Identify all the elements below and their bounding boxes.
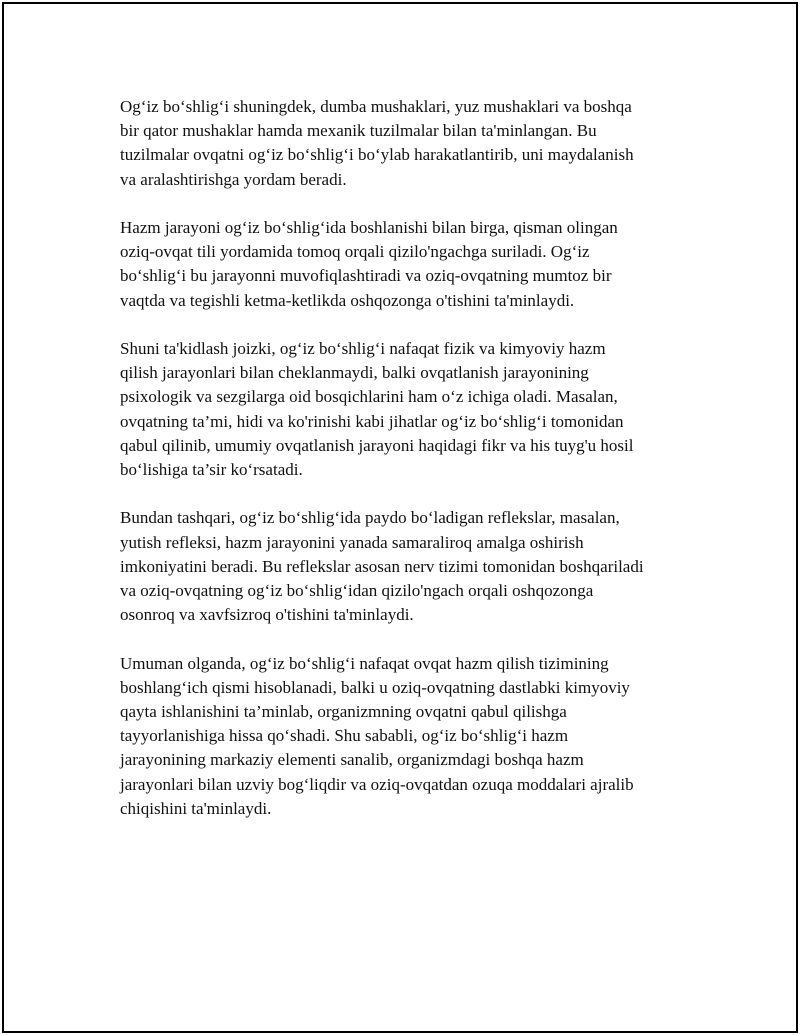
text-line: yutish refleksi, hazm jarayonini yanada samaraliroq amalga oshirish (120, 532, 584, 552)
text-line: tayyorlanishiga hissa qo‘shadi. Shu sababli, og‘iz bo‘shlig‘i hazm (120, 726, 569, 746)
text-line: va aralashtirishga yordam beradi. (120, 169, 347, 189)
text-line: imkoniyatini beradi. Bu reflekslar asosan nerv tizimi tomonidan boshqariladi (120, 556, 644, 576)
text-line: bo‘lishiga ta’sir ko‘rsatadi. (120, 460, 303, 480)
text-line: osonroq va xavfsizroq o'tishini ta'minlaydi. (120, 605, 414, 625)
text-line: oziq-ovqat tili yordamida tomoq orqali qizilo'ngachga suriladi. Og‘iz (120, 242, 590, 262)
text-line: qabul qilinib, umumiy ovqatlanish jarayoni haqidagi fikr va his tuyg'u hosil (120, 435, 634, 455)
paragraph-2 (120, 216, 700, 313)
text-line: jarayonining markaziy elementi sanalib, organizmdagi boshqa hazm (120, 750, 584, 770)
paragraph-4 (120, 506, 700, 627)
text-line: Shuni ta'kidlash joizki, og‘iz bo‘shlig‘i nafaqat fizik va kimyoviy hazm (120, 339, 606, 358)
text-line: bo‘shlig‘i bu jarayonni muvofiqlashtiradi va oziq-ovqatning mumtoz bir (120, 266, 612, 286)
paragraph-1 (120, 95, 700, 192)
text-line: boshlang‘ich qismi hisoblanadi, balki u oziq-ovqatning dastlabki kimyoviy (120, 677, 630, 697)
text-line: jarayonlari bilan uzviy bog‘liqdir va oziq-ovqatdan ozuqa moddalari ajralib (120, 774, 634, 794)
text-line: Bundan tashqari, og‘iz bo‘shlig‘ida paydo bo‘ladigan reflekslar, masalan, (120, 508, 620, 528)
document-body (120, 95, 700, 845)
text-line: vaqtda va tegishli ketma-ketlikda oshqozonga o'tishini ta'minlaydi. (120, 290, 575, 310)
text-line: va oziq-ovqatning og‘iz bo‘shlig‘idan qizilo'ngach orqali oshqozonga (120, 581, 594, 601)
text-line: psixologik va sezgilarga oid bosqichlarini ham o‘z ichiga oladi. Masalan, (120, 387, 618, 407)
paragraph-5 (120, 652, 700, 821)
text-line: Og‘iz bo‘shlig‘i shuningdek, dumba mushaklari, yuz mushaklari va boshqa (120, 97, 632, 116)
text-line: bir qator mushaklar hamda mexanik tuzilmalar bilan ta'minlangan. Bu (120, 121, 597, 141)
page-frame (2, 2, 798, 1033)
text-line: ovqatning ta’mi, hidi va ko'rinishi kabi jihatlar og‘iz bo‘shlig‘i tomonidan (120, 411, 624, 431)
text-line: Umuman olganda, og‘iz bo‘shlig‘i nafaqat ovqat hazm qilish tizimining (120, 653, 609, 673)
text-line: qilish jarayonlari bilan cheklanmaydi, balki ovqatlanish jarayonining (120, 363, 589, 383)
text-line: Hazm jarayoni og‘iz bo‘shlig‘ida boshlanishi bilan birga, qisman olingan (120, 218, 618, 237)
text-line: qayta ishlanishini ta’minlab, organizmning ovqatni qabul qilishga (120, 702, 567, 722)
paragraph-3 (120, 337, 700, 482)
text-line: tuzilmalar ovqatni og‘iz bo‘shlig‘i bo‘ylab harakatlantirib, uni maydalanish (120, 145, 634, 165)
text-line: chiqishini ta'minlaydi. (120, 798, 272, 818)
